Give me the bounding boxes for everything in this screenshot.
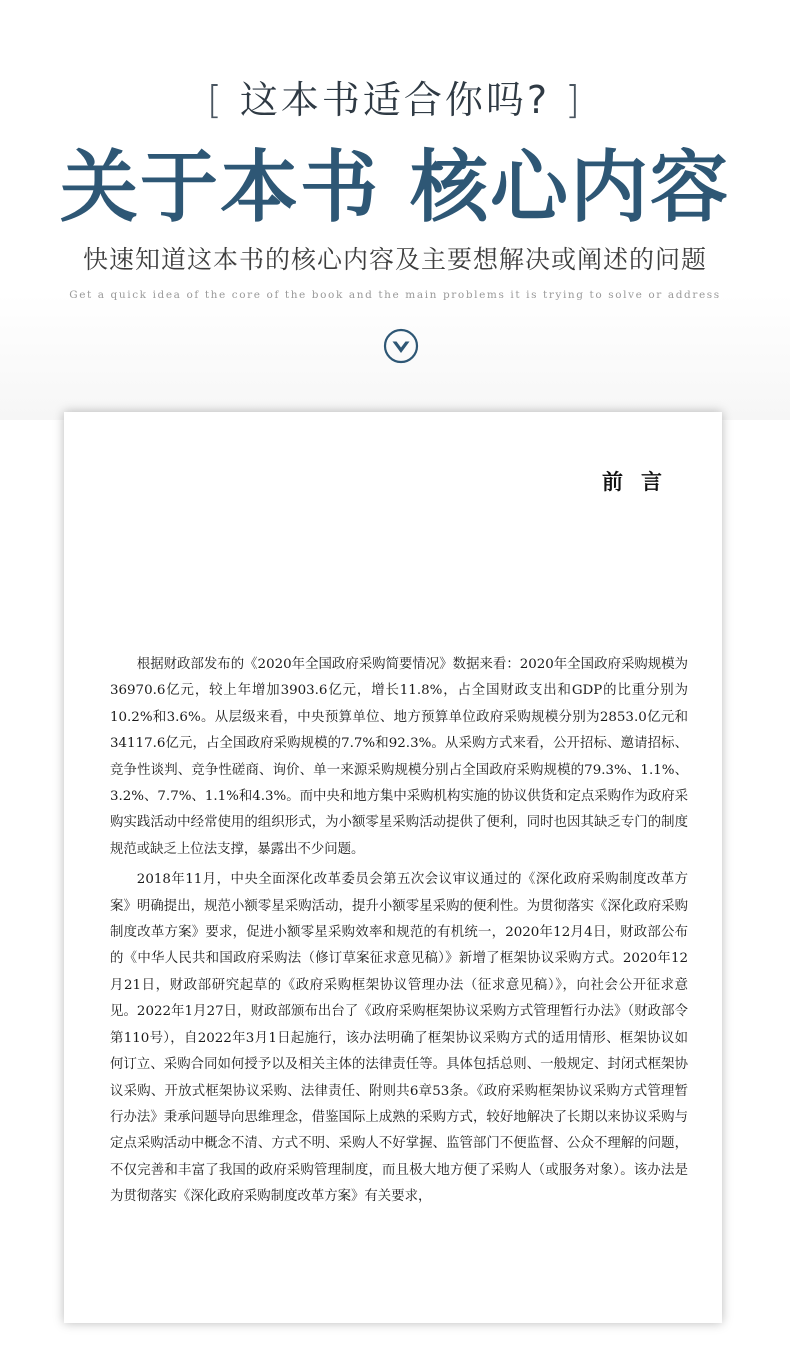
eyebrow-text: 这本书适合你吗? bbox=[239, 78, 551, 122]
chevron-down-circle-icon bbox=[383, 328, 419, 364]
right-bracket: ] bbox=[565, 78, 583, 122]
book-page bbox=[64, 412, 722, 1323]
eyebrow-question bbox=[0, 72, 790, 128]
subtitle: 快速知道这本书的核心内容及主要想解决或阐述的问题 bbox=[82, 245, 707, 274]
preface-paragraph-1: 根据财政部发布的《2020年全国政府采购简要情况》数据来看：2020年全国政府采购规模为36970.6亿元，较上年增加3903.6亿元，增长11.8%，占全国财政支出和GDP的比重分别为10.2%和3.6%。从层级来看，中央预算单位、地方预算单位政府采购规模分别为2853.0亿元和34117.6亿元，占全国政府采购规模的7.7%和92.3%。从采购方式来看，公开招标、邀请招标、竞争性谈判、竞争性磋商、询价、单一来源采购规模分别占全国政府采购规模的79.3%、1.1%、3.2%、7.7%、1.1%和4.3%。而中央和地方集中采购机构实施的协议供货和定点采购作为政府采购实践活动中经常使用的组织形式，为小额零星采购活动提供了便利，同时也因其缺乏专门的制度规范或缺乏上位法支撑，暴露出不少问题。 bbox=[110, 657, 688, 857]
title-part-about-book: 关于本书 bbox=[59, 142, 380, 233]
left-bracket: [ bbox=[206, 78, 225, 122]
page-title bbox=[0, 140, 790, 236]
title-part-core-content: 核心内容 bbox=[410, 142, 731, 233]
preface-body bbox=[110, 652, 688, 1215]
preface-paragraph-2: 2018年11月，中央全面深化改革委员会第五次会议审议通过的《深化政府采购制度改革方案》明确提出，规范小额零星采购活动，提升小额零星采购的便利性。为贯彻落实《深化政府采购制度改革方案》要求，促进小额零星采购效率和规范的有机统一，2020年12月4日，财政部公布的《中华人民共和国政府采购法（修订草案征求意见稿）》新增了框架协议采购方式。2020年12月21日，财政部研究起草的《政府采购框架协议管理办法（征求意见稿）》，向社会公开征求意见。2022年1月27日，财政部颁布出台了《政府采购框架协议采购方式管理暂行办法》（财政部令第110号），自2022年3月1日起施行，该办法明确了框架协议采购方式的适用情形、框架协议如何订立、采购合同如何授予以及相关主体的法律责任等。具体包括总则、一般规定、封闭式框架协议采购、开放式框架协议采购、法律责任、附则共6章53条。《政府采购框架协议采购方式管理暂行办法》秉承问题导向思维理念，借鉴国际上成熟的采购方式，较好地解决了长期以来协议采购与定点采购活动中概念不清、方式不明、采购人不好掌握、监管部门不便监督、公众不理解的问题，不仅完善和丰富了我国的政府采购管理制度，而且极大地方便了采购人（或服务对象）。该办法是为贯彻落实《深化政府采购制度改革方案》有关要求， bbox=[110, 872, 688, 1205]
subtitle-english: Get a quick idea of the core of the book and the main problems it is trying to solve or address bbox=[69, 289, 721, 301]
preface-heading: 前言 bbox=[602, 469, 680, 494]
